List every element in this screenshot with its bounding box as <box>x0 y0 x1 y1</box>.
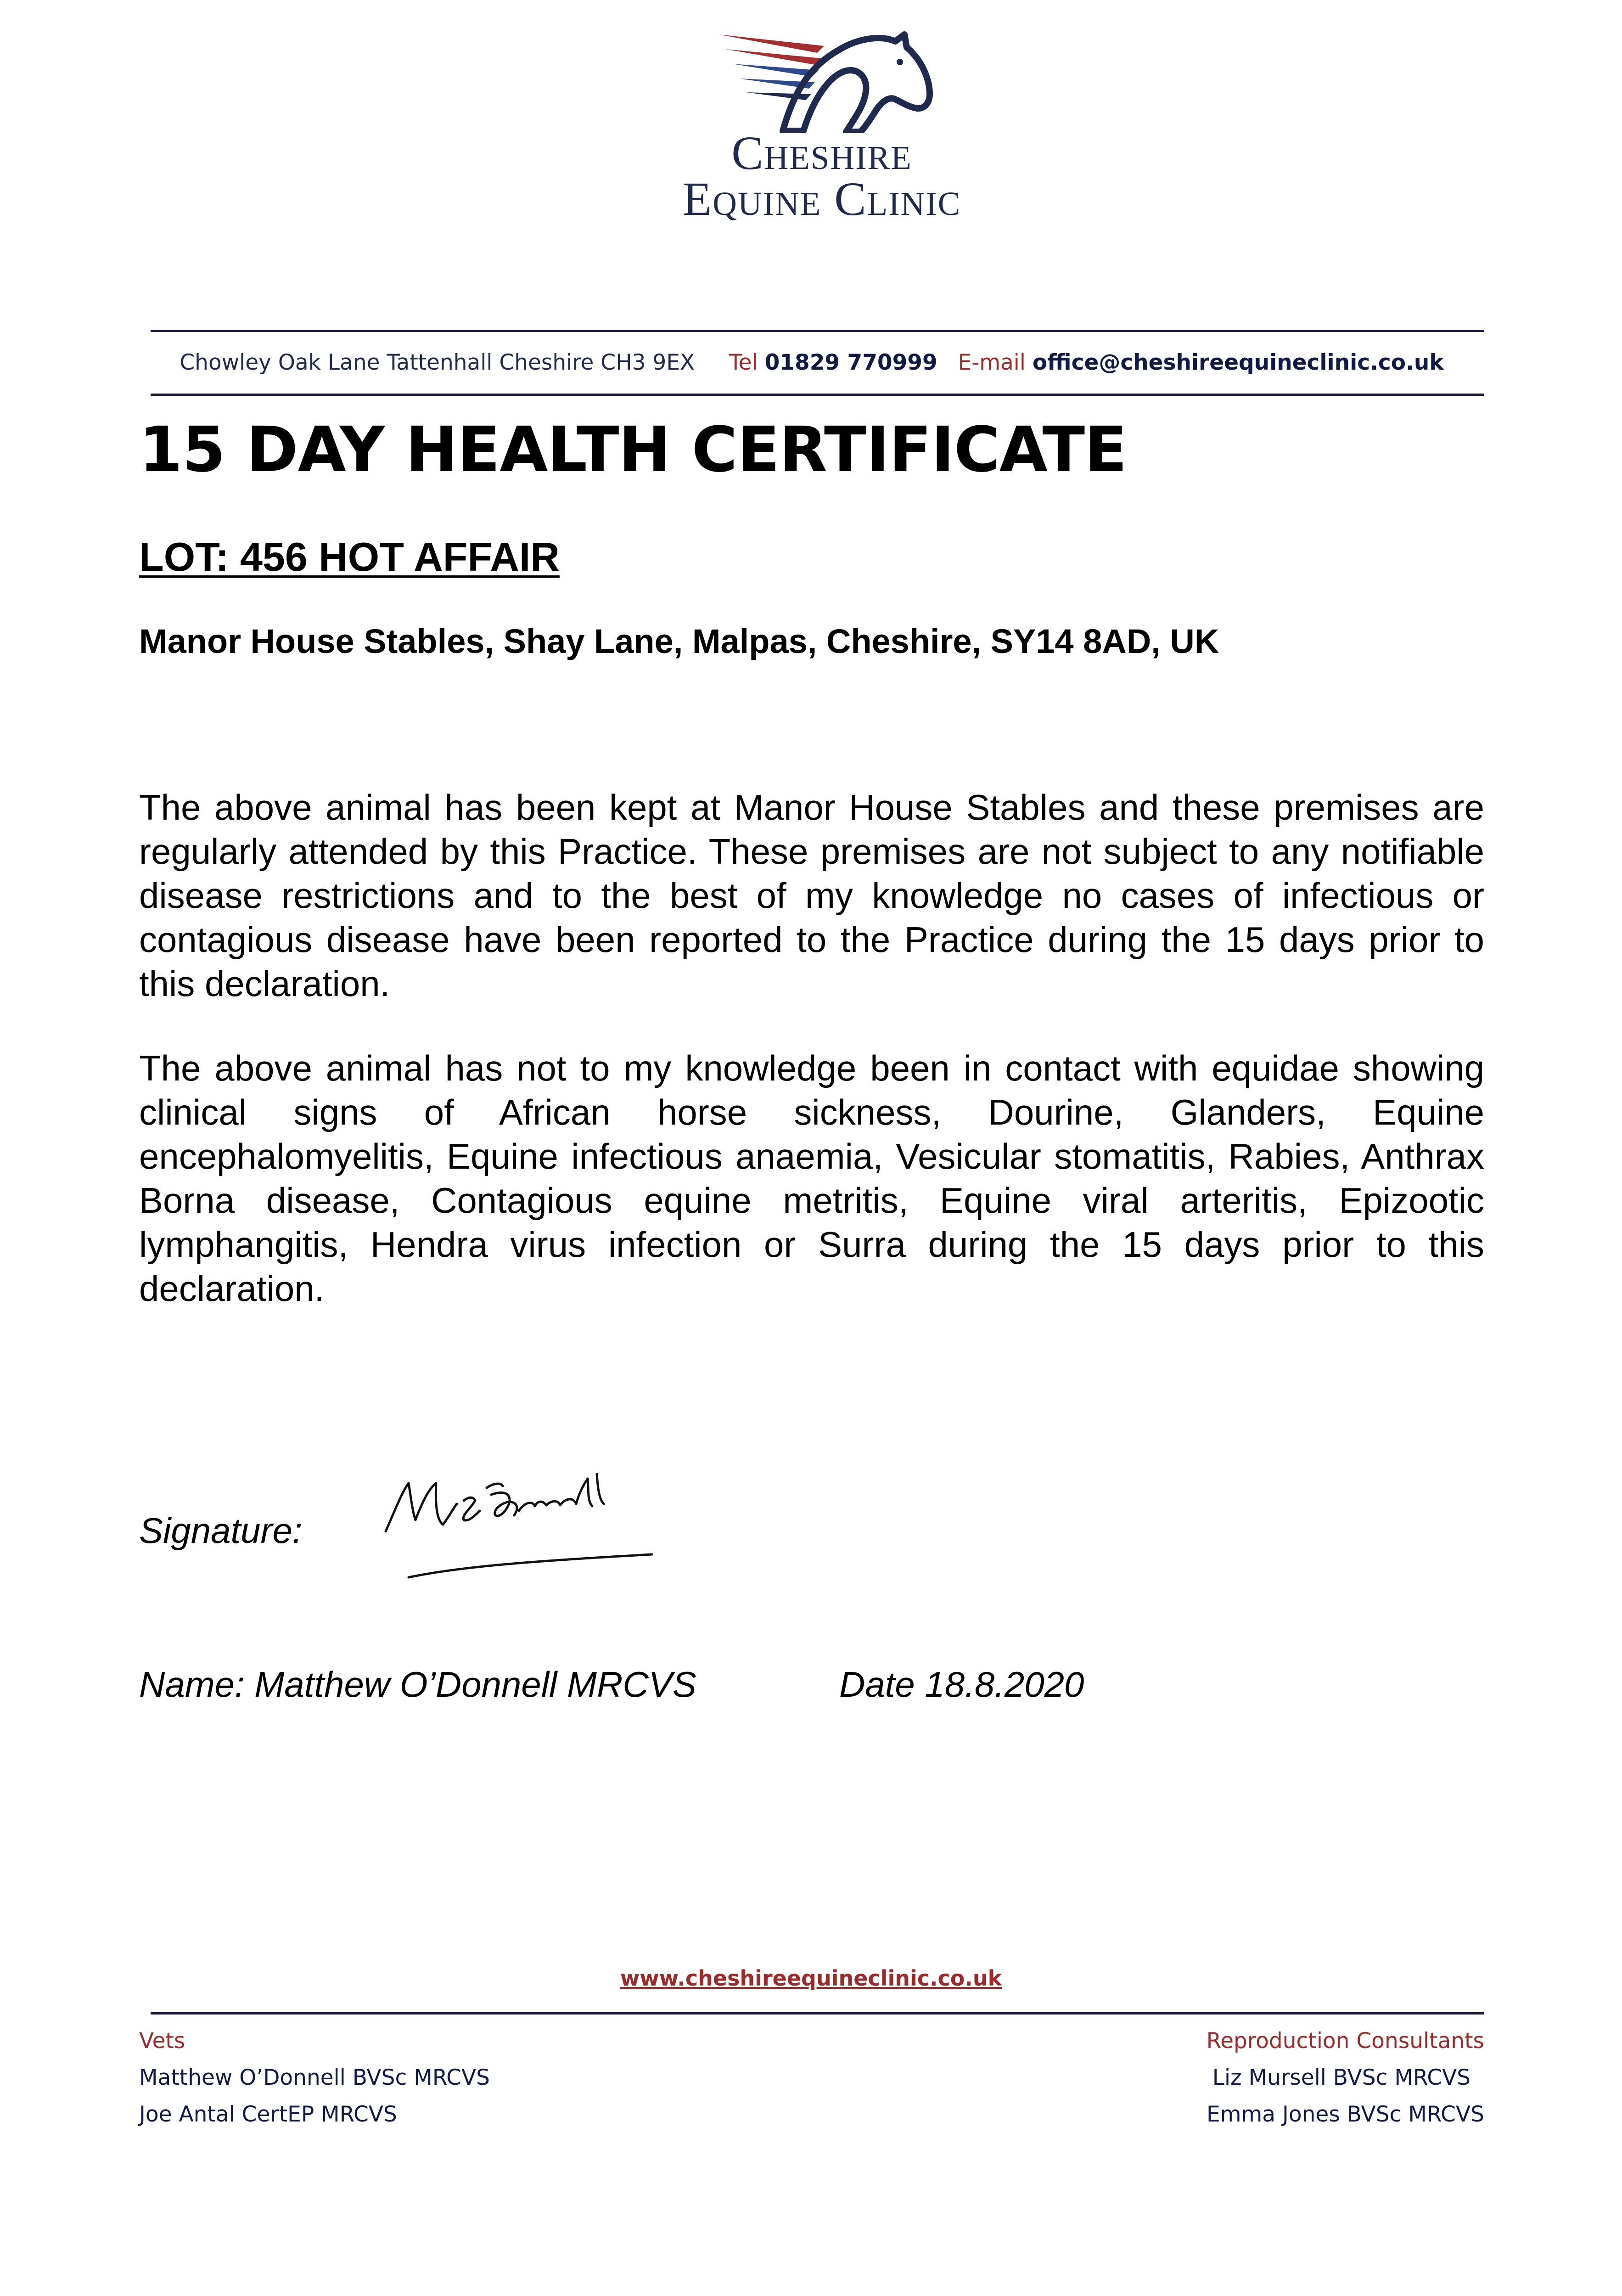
signature-label: Signature: <box>139 1510 303 1551</box>
tel-label: Tel <box>729 350 758 375</box>
clinic-logo-horse-icon <box>714 25 934 133</box>
vets-heading: Vets <box>139 2028 185 2054</box>
signatory-name: Name: Matthew O’Donnell MRCVS <box>139 1664 696 1705</box>
lot-heading: LOT: 456 HOT AFFAIR <box>139 534 560 580</box>
email-label: E-mail <box>958 350 1026 375</box>
reproduction-consultants-heading: Reproduction Consultants <box>1206 2028 1484 2054</box>
footer-divider <box>151 2012 1484 2015</box>
vet-name: Joe Antal CertEP MRCVS <box>139 2102 397 2127</box>
tel-number: 01829 770999 <box>764 350 937 375</box>
logo-horse-eye <box>897 59 903 65</box>
logo-stripe <box>746 92 811 100</box>
page-title: 15 DAY HEALTH CERTIFICATE <box>139 414 1127 486</box>
email-address[interactable]: office@cheshireequineclinic.co.uk <box>1032 350 1444 375</box>
reproduction-consultants-column <box>1207 2023 1484 2133</box>
clinic-address: Chowley Oak Lane Tattenhall Cheshire CH3 9EX <box>180 350 695 375</box>
vets-column <box>139 2023 490 2133</box>
website-link[interactable]: www.cheshireequineclinic.co.uk <box>620 1966 1002 1991</box>
consultant-name: Liz Mursell BVSc MRCVS <box>1212 2065 1470 2090</box>
handwritten-signature <box>376 1446 698 1603</box>
logo-stripe <box>725 49 822 65</box>
signature-date: Date 18.8.2020 <box>839 1664 1084 1705</box>
logo-text-line1: Cheshire <box>731 127 912 180</box>
header-divider-bottom <box>151 394 1484 396</box>
premises-address: Manor House Stables, Shay Lane, Malpas, Cheshire, SY14 8AD, UK <box>139 622 1219 660</box>
declaration-paragraph-1: The above animal has been kept at Manor House Stables and these premises are regularly attended by this Practice. These premises are not subject to any notifiable disease restrictions and to the best of my knowledge no cases of infectious or contagious disease have been reported to the Practice during the 15 days prior to this declaration. <box>139 787 1484 1004</box>
vet-name: Matthew O’Donnell BVSc MRCVS <box>139 2065 490 2090</box>
consultant-name: Emma Jones BVSc MRCVS <box>1207 2102 1484 2127</box>
contact-line <box>139 349 1484 377</box>
declaration-paragraph-2: The above animal has not to my knowledge been in contact with equidae showing clinical signs of African horse sickness, Dourine, Glanders, Equine encephalomyelitis, Equine infectious anaemia, Vesicular stomatitis, Rabies, Anthrax Borna disease, Contagious equine metritis, Equine viral arteritis, Epizootic lymphangitis, Hendra virus infection or Surra during the 15 days prior to this declaration. <box>139 1048 1484 1309</box>
header-divider-top <box>151 330 1484 332</box>
logo-text-line2: Equine Clinic <box>682 173 961 225</box>
